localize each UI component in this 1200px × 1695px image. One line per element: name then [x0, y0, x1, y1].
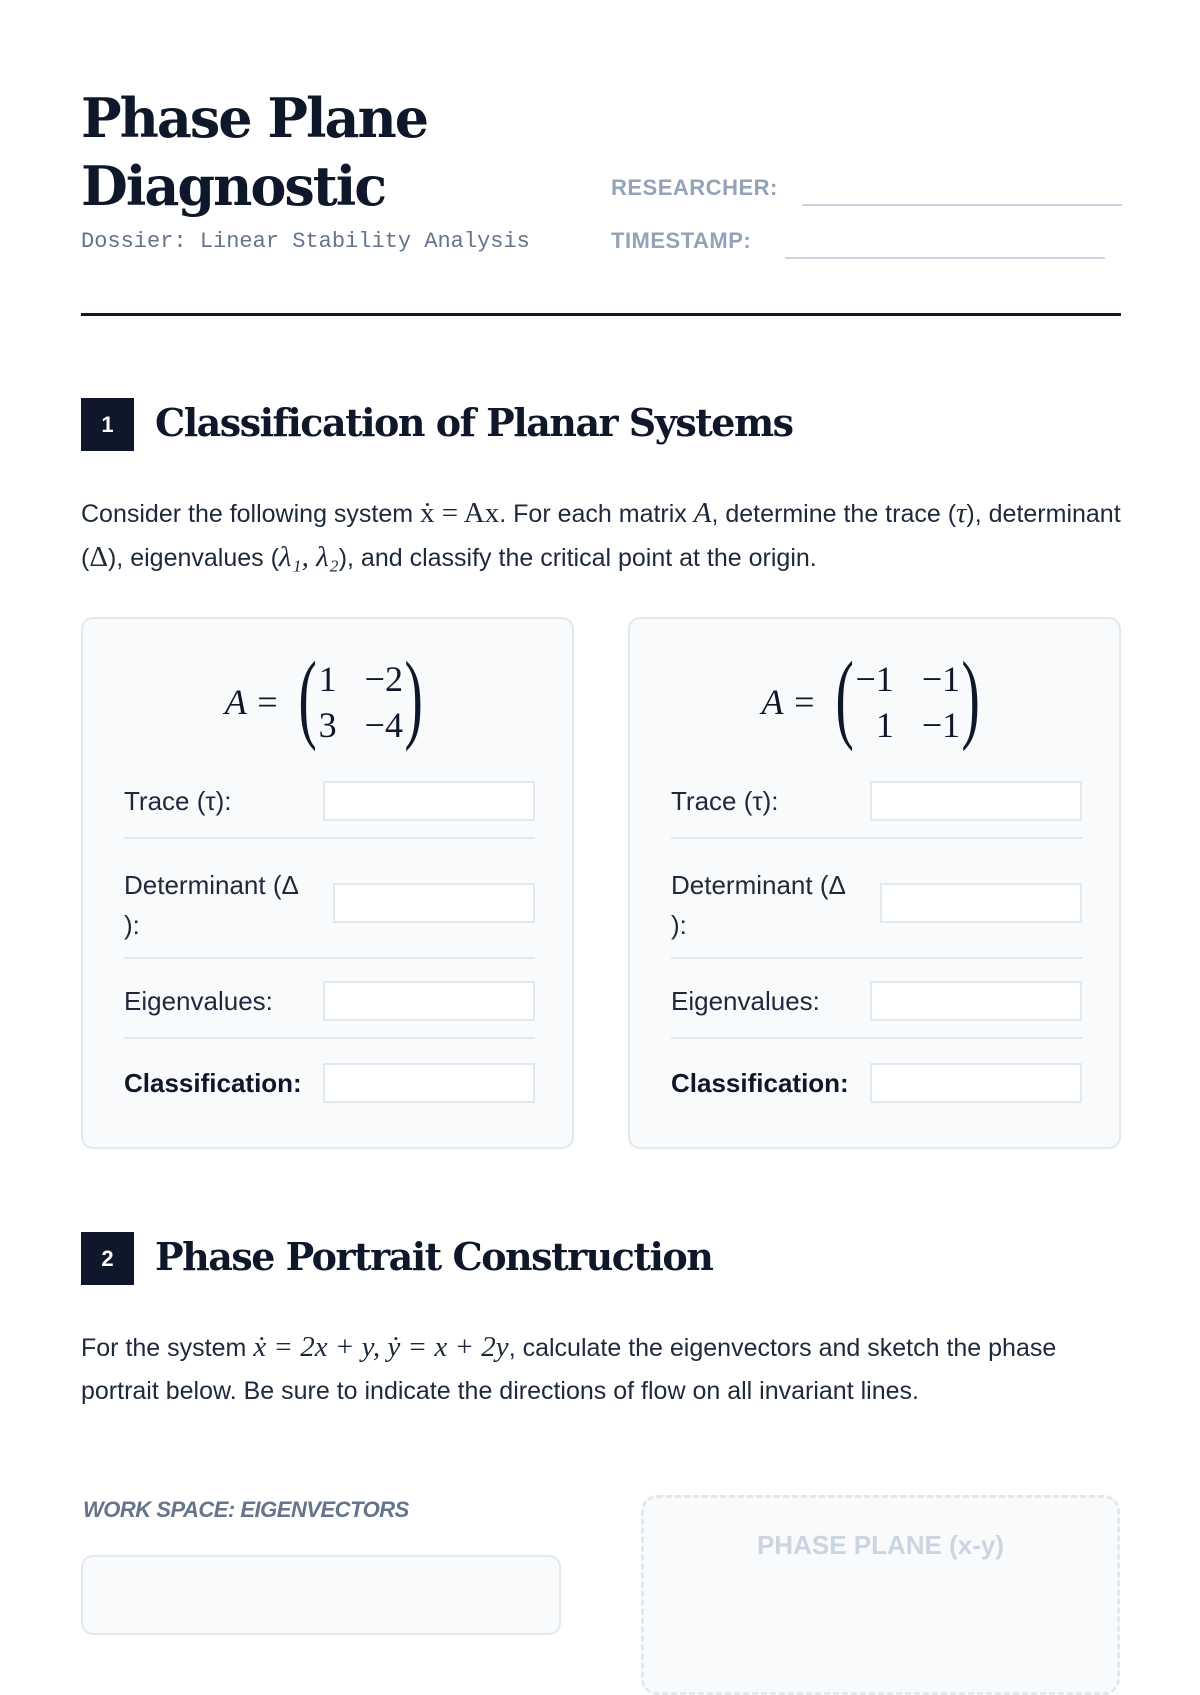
- determinant-row: [124, 859, 535, 959]
- matrix-entry: 1: [875, 705, 894, 745]
- header-divider: [81, 313, 1121, 316]
- phase-plane-sketch-area[interactable]: [641, 1495, 1120, 1695]
- eigenvalue-symbols: λ₁, λ₂: [278, 541, 339, 573]
- phase-plane-label: PHASE PLANE (x-y): [756, 1530, 1005, 1560]
- matrix-entry: −1: [921, 705, 961, 745]
- intro-text: , determine the trace (: [711, 500, 957, 528]
- tau-symbol: τ: [956, 497, 967, 529]
- intro-text: Consider the following system: [81, 500, 421, 528]
- classification-label: Classification:: [124, 1068, 302, 1098]
- determinant-label: Determinant (Δ: [124, 870, 299, 900]
- trace-label: Trace (τ):: [671, 786, 779, 816]
- eigenvalues-input[interactable]: [323, 981, 535, 1021]
- matrix-symbol: A: [693, 497, 712, 529]
- system-equation: ẋ = 2x + y, ẏ = x + 2y: [253, 1331, 509, 1363]
- classification-input[interactable]: [870, 1063, 1082, 1103]
- matrix-entry: −4: [364, 705, 403, 745]
- classification-input[interactable]: [323, 1063, 535, 1103]
- timestamp-label: TIMESTAMP:: [611, 228, 752, 253]
- classification-row: [124, 1063, 535, 1103]
- determinant-label: Determinant (Δ: [671, 870, 846, 900]
- matrix-entry: −1: [855, 659, 894, 699]
- section-intro: [81, 492, 1126, 580]
- section-intro: [81, 1326, 1126, 1413]
- right-paren: ): [404, 641, 423, 752]
- classification-row: [671, 1063, 1082, 1103]
- section-number-badge: 2: [81, 1232, 134, 1285]
- eigenvector-workspace[interactable]: [81, 1555, 561, 1635]
- matrix-card: [81, 617, 574, 1149]
- trace-row: [124, 781, 535, 839]
- dossier-subtitle: Dossier: Linear Stability Analysis: [81, 229, 530, 254]
- left-paren: (: [298, 641, 318, 752]
- matrix-card: [628, 617, 1121, 1149]
- matrix-entries: [856, 658, 961, 746]
- section-title: Phase Portrait Construction: [155, 1234, 713, 1279]
- intro-text: , calculate the eigenvectors and sketch the phase portrait below. Be sure to indicate the directions of flow on all invariant lines.: [81, 1334, 1057, 1405]
- eigenvalues-label: Eigenvalues:: [124, 986, 273, 1016]
- matrix-lhs: A =: [224, 682, 280, 722]
- right-paren: ): [961, 641, 980, 752]
- page-title: Phase Plane Diagnostic: [81, 86, 428, 218]
- matrix-entries: [319, 658, 403, 746]
- researcher-field[interactable]: [802, 204, 1122, 206]
- trace-input[interactable]: [870, 781, 1082, 821]
- matrix-entry: −1: [921, 659, 961, 699]
- matrix-entry: −2: [364, 659, 403, 699]
- delta-symbol: Δ: [89, 541, 108, 573]
- section-title: Classification of Planar Systems: [155, 400, 793, 445]
- matrix-entry: 3: [318, 705, 337, 745]
- intro-text: For the system: [81, 1334, 254, 1362]
- matrix-lhs: A =: [761, 682, 817, 722]
- intro-text: ), and classify the critical point at the origin.: [338, 544, 817, 572]
- intro-text: ), eigenvalues (: [107, 544, 279, 572]
- eigenvalues-row: [671, 981, 1082, 1039]
- workspace-label: WORK SPACE: EIGENVECTORS: [83, 1497, 409, 1522]
- section-number-badge: 1: [81, 398, 134, 451]
- determinant-label-suffix: ):: [124, 910, 140, 940]
- eigenvalues-input[interactable]: [870, 981, 1082, 1021]
- matrix-equation: [630, 641, 1119, 752]
- researcher-label: RESEARCHER:: [611, 175, 778, 200]
- left-paren: (: [835, 641, 855, 752]
- matrix-entry: 1: [318, 659, 337, 699]
- trace-row: [671, 781, 1082, 839]
- matrix-equation: [83, 641, 572, 752]
- intro-text: ), determinant (: [81, 500, 1121, 572]
- eigenvalues-row: [124, 981, 535, 1039]
- trace-input[interactable]: [323, 781, 535, 821]
- determinant-label-suffix: ):: [671, 910, 687, 940]
- system-equation: ẋ = Ax: [420, 497, 500, 529]
- determinant-row: [671, 859, 1082, 959]
- eigenvalues-label: Eigenvalues:: [671, 986, 820, 1016]
- determinant-input[interactable]: [333, 883, 535, 923]
- determinant-input[interactable]: [880, 883, 1082, 923]
- intro-text: . For each matrix: [499, 500, 694, 528]
- timestamp-field[interactable]: [785, 257, 1105, 259]
- classification-label: Classification:: [671, 1068, 849, 1098]
- trace-label: Trace (τ):: [124, 786, 232, 816]
